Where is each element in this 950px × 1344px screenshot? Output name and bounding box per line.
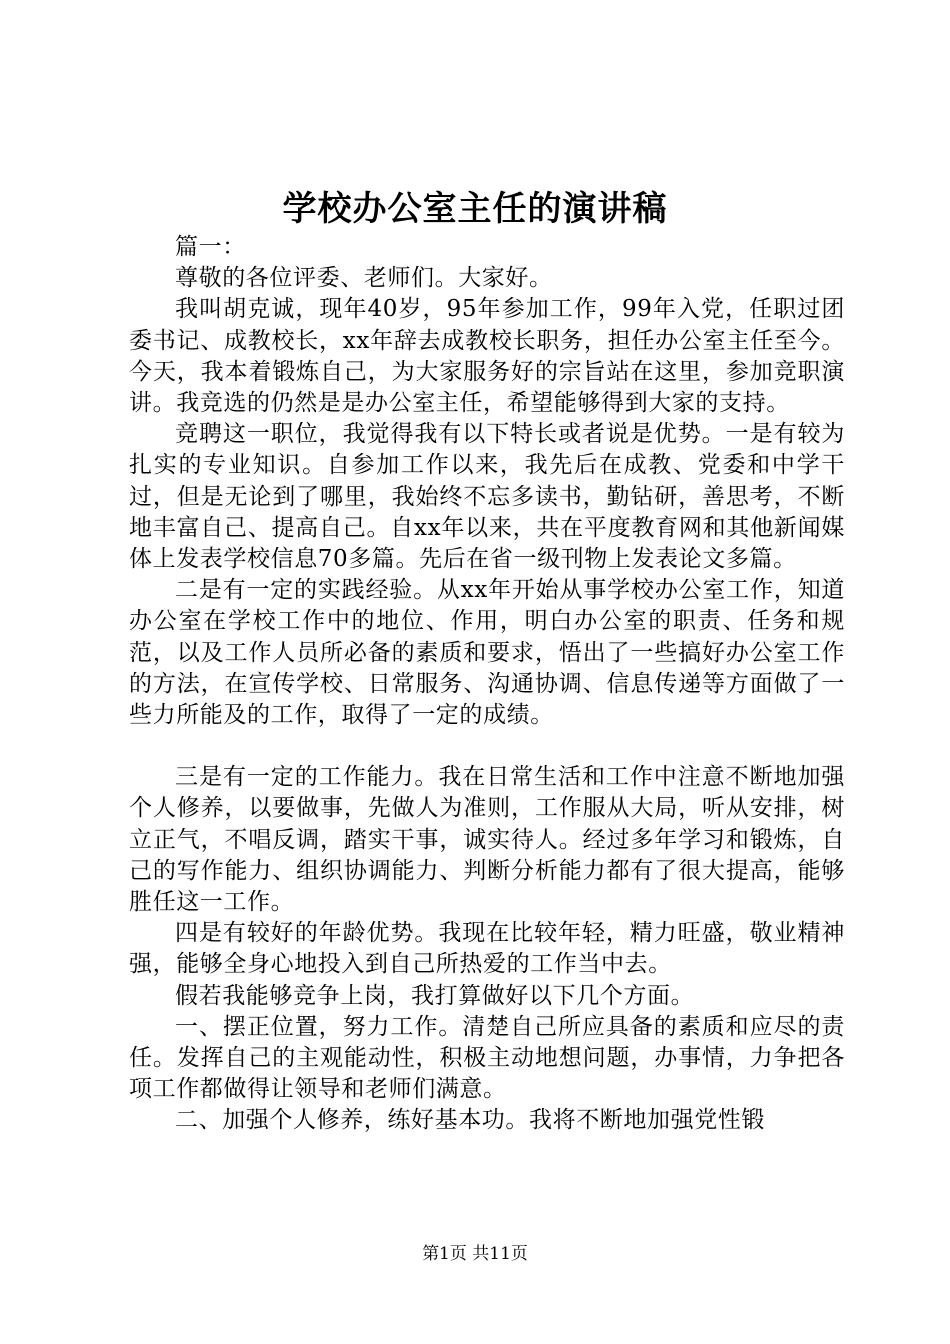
paragraph-strength-one: 竞聘这一职位，我觉得我有以下特长或者说是优势。一是有较为扎实的专业知识。自参加工作以来，我先后在成教、党委和中学干过，但是无论到了哪里，我始终不忘多读书，勤钻研，善思考，不断地丰富自己、提高自己。自xx年以来，共在平度教育网和其他新闻媒体上发表学校信息70多篇。先后在省一级刊物上发表论文多篇。 xyxy=(129,421,845,573)
document-body xyxy=(129,232,845,1137)
paragraph-strength-two: 二是有一定的实践经验。从xx年开始从事学校办公室工作，知道办公室在学校工作中的地位、作用，明白办公室的职责、任务和规范，以及工作人员所必备的素质和要求，悟出了一些搞好办公室工作的方法，在宣传学校、日常服务、沟通协调、信息传递等方面做了一些力所能及的工作，取得了一定的成绩。 xyxy=(129,577,845,729)
paragraph-plan-intro: 假若我能够竞争上岗，我打算做好以下几个方面。 xyxy=(175,982,695,1009)
paragraph-spacer xyxy=(129,731,845,762)
paragraph-heading: 篇一： xyxy=(175,234,246,260)
paragraph-greeting: 尊敬的各位评委、老师们。大家好。 xyxy=(175,265,553,292)
paragraph-plan-two: 二、加强个人修养，练好基本功。我将不断地加强党性锻 xyxy=(175,1107,765,1134)
paragraph-plan-one: 一、摆正位置，努力工作。清楚自己所应具备的素质和应尽的责任。发挥自己的主观能动性，积极主动地想问题，办事情，力争把各项工作都做得让领导和老师们满意。 xyxy=(129,1013,845,1103)
paragraph-strength-four: 四是有较好的年龄优势。我现在比较年轻，精力旺盛，敬业精神强，能够全身心地投入到自己所热爱的工作当中去。 xyxy=(129,920,845,978)
page-number-footer: 第1页 共11页 xyxy=(422,1244,528,1264)
paragraph-strength-three: 三是有一定的工作能力。我在日常生活和工作中注意不断地加强个人修养，以要做事，先做人为准则，工作服从大局，听从安排，树立正气，不唱反调，踏实干事，诚实待人。经过多年学习和锻炼，自己的写作能力、组织协调能力、判断分析能力都有了很大提高，能够胜任这一工作。 xyxy=(129,764,845,916)
paragraph-introduction: 我叫胡克诚，现年40岁，95年参加工作，99年入党，任职过团委书记、成教校长，xx年辞去成教校长职务，担任办公室主任至今。今天，我本着锻炼自己，为大家服务好的宗旨站在这里，参加竞职演讲。我竞选的仍然是是办公室主任，希望能够得到大家的支持。 xyxy=(129,296,845,417)
document-title: 学校办公室主任的演讲稿 xyxy=(282,189,668,229)
